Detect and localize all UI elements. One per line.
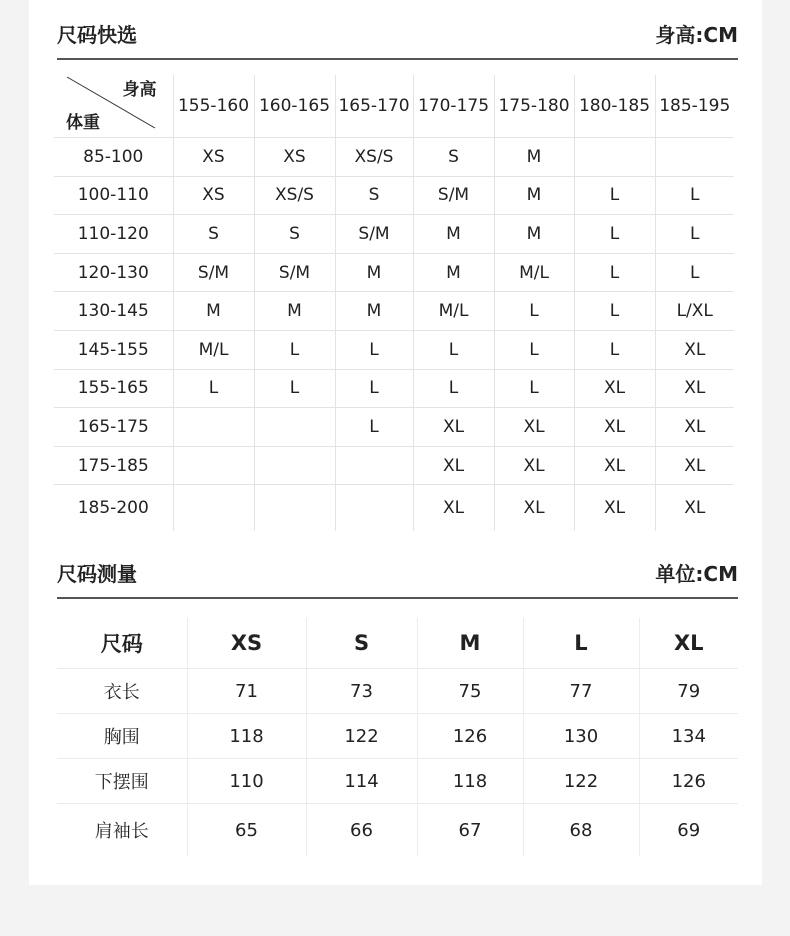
size-cell: S — [335, 176, 413, 215]
measurement-label: 胸围 — [57, 714, 187, 759]
weight-cell: 120-130 — [54, 253, 173, 292]
size-cell: S — [254, 215, 335, 254]
measurement-header — [57, 557, 738, 587]
corner-height-label: 身高 — [122, 80, 157, 100]
size-cell: L — [335, 330, 413, 369]
size-label-header: 尺码 — [57, 618, 187, 669]
quick-header-row — [54, 75, 734, 138]
measurement-label: 肩袖长 — [57, 804, 187, 857]
weight-cell: 185-200 — [54, 485, 173, 532]
corner-cell — [54, 75, 173, 138]
size-cell: L — [574, 176, 655, 215]
quick-select-title: 尺码快选 — [57, 22, 137, 47]
size-cell: L — [494, 292, 574, 331]
size-cell: L — [494, 330, 574, 369]
size-cell: XL — [574, 369, 655, 408]
height-header-cell: 175-180 — [494, 75, 574, 138]
size-cell: M — [335, 253, 413, 292]
size-cell: M — [494, 138, 574, 177]
size-cell: M — [254, 292, 335, 331]
size-cell — [173, 485, 254, 532]
weight-row — [54, 408, 734, 447]
weight-row — [54, 292, 734, 331]
size-cell: XL — [655, 330, 734, 369]
size-cell: XL — [413, 446, 494, 485]
measurement-value: 65 — [187, 804, 306, 857]
measurement-value: 67 — [417, 804, 523, 857]
size-cell: XL — [684, 498, 706, 519]
measurement-value: 75 — [417, 669, 523, 714]
size-cell: L — [574, 292, 655, 331]
measurement-divider — [57, 597, 738, 599]
size-cell: XS/S — [335, 138, 413, 177]
size-cell: L — [494, 369, 574, 408]
size-cell: XL — [574, 485, 655, 532]
size-column-header: XL — [639, 618, 738, 669]
weight-row — [54, 446, 734, 485]
weight-row — [54, 176, 734, 215]
size-cell: S/M — [413, 176, 494, 215]
size-cell: L — [655, 176, 734, 215]
weight-row — [54, 215, 734, 254]
size-cell — [574, 138, 655, 177]
size-cell: S/M — [254, 253, 335, 292]
measurement-value: 118 — [417, 759, 523, 804]
weight-row — [54, 330, 734, 369]
measurement-value: 73 — [306, 669, 417, 714]
measurement-value: 134 — [639, 714, 738, 759]
size-cell: XL — [574, 408, 655, 447]
size-cell: S — [173, 215, 254, 254]
size-cell — [173, 446, 254, 485]
size-cell: XL — [413, 485, 494, 532]
measurement-row — [57, 804, 738, 857]
quick-size-table — [54, 75, 734, 531]
quick-select-divider — [57, 58, 738, 60]
measurement-row — [57, 714, 738, 759]
measurement-value: 77 — [523, 669, 639, 714]
size-cell: L — [413, 369, 494, 408]
measurement-value: 130 — [523, 714, 639, 759]
size-cell: L — [574, 253, 655, 292]
measurement-unit: 单位:CM — [655, 561, 738, 586]
size-cell: S/M — [335, 215, 413, 254]
measurement-value: 110 — [187, 759, 306, 804]
size-cell: L — [413, 330, 494, 369]
size-column-header: S — [306, 618, 417, 669]
height-header-cell: 170-175 — [413, 75, 494, 138]
measurement-value: 71 — [187, 669, 306, 714]
measurement-value: 118 — [187, 714, 306, 759]
size-cell: XS/S — [254, 176, 335, 215]
measurement-row — [57, 669, 738, 714]
measurement-value: 68 — [523, 804, 639, 857]
height-header-cell: 180-185 — [574, 75, 655, 138]
measurement-row — [57, 759, 738, 804]
weight-cell: 165-175 — [54, 408, 173, 447]
size-cell: M — [413, 215, 494, 254]
size-cell: XL — [655, 446, 734, 485]
size-cell: L — [173, 369, 254, 408]
size-cell: XS — [173, 138, 254, 177]
measurement-value: 126 — [417, 714, 523, 759]
size-cell — [335, 485, 413, 532]
size-cell: XL — [574, 446, 655, 485]
measurement-value: 114 — [306, 759, 417, 804]
corner-weight-label: 体重 — [66, 113, 100, 133]
size-cell: L — [335, 408, 413, 447]
measurement-label: 衣长 — [57, 669, 187, 714]
weight-cell: 100-110 — [54, 176, 173, 215]
size-cell: L/XL — [655, 292, 734, 331]
size-cell: XL — [494, 446, 574, 485]
size-cell: L — [254, 330, 335, 369]
size-cell: M — [173, 292, 254, 331]
size-cell: XL — [655, 369, 734, 408]
size-cell: L — [574, 330, 655, 369]
size-cell: XL — [655, 408, 734, 447]
weight-cell: 85-100 — [54, 138, 173, 177]
size-cell: M — [335, 292, 413, 331]
size-cell — [655, 138, 734, 177]
weight-row — [54, 485, 734, 532]
size-cell: XL — [494, 485, 574, 532]
size-cell — [254, 446, 335, 485]
measurement-value: 122 — [523, 759, 639, 804]
size-cell: L — [655, 215, 734, 254]
weight-cell: 175-185 — [54, 446, 173, 485]
size-cell — [254, 408, 335, 447]
size-cell: M/L — [413, 292, 494, 331]
height-header-cell: 165-170 — [335, 75, 413, 138]
weight-cell: 155-165 — [54, 369, 173, 408]
size-cell: XS — [173, 176, 254, 215]
size-cell: XL — [494, 408, 574, 447]
measurement-value: 122 — [306, 714, 417, 759]
size-column-header: L — [523, 618, 639, 669]
height-header-cell: 155-160 — [173, 75, 254, 138]
weight-cell: 130-145 — [54, 292, 173, 331]
size-cell: XL — [413, 408, 494, 447]
quick-select-header — [57, 18, 738, 48]
size-cell: S/M — [173, 253, 254, 292]
size-column-header: M — [417, 618, 523, 669]
measurement-table — [57, 618, 738, 856]
size-cell: M — [494, 215, 574, 254]
size-cell: L — [254, 369, 335, 408]
size-cell — [173, 408, 254, 447]
weight-row — [54, 369, 734, 408]
measurement-value: 69 — [677, 819, 701, 841]
size-cell: L — [335, 369, 413, 408]
size-cell: M — [494, 176, 574, 215]
size-cell — [254, 485, 335, 532]
measurement-value: 126 — [639, 759, 738, 804]
measurement-label: 下摆围 — [57, 759, 187, 804]
size-cell: L — [655, 253, 734, 292]
size-cell: M — [413, 253, 494, 292]
measurement-value: 66 — [306, 804, 417, 857]
size-cell: XS — [254, 138, 335, 177]
size-cell: L — [574, 215, 655, 254]
measurement-title: 尺码测量 — [57, 561, 137, 586]
quick-select-unit: 身高:CM — [655, 22, 738, 47]
size-cell: S — [413, 138, 494, 177]
height-header-cell: 160-165 — [254, 75, 335, 138]
weight-row — [54, 253, 734, 292]
size-column-header: XS — [187, 618, 306, 669]
weight-cell: 110-120 — [54, 215, 173, 254]
weight-cell: 145-155 — [54, 330, 173, 369]
measurement-value: 79 — [639, 669, 738, 714]
size-cell — [335, 446, 413, 485]
measurement-header-row — [57, 618, 738, 669]
height-header-cell: 185-195 — [655, 75, 734, 138]
weight-row — [54, 138, 734, 177]
size-cell: M/L — [173, 330, 254, 369]
size-cell: M/L — [494, 253, 574, 292]
